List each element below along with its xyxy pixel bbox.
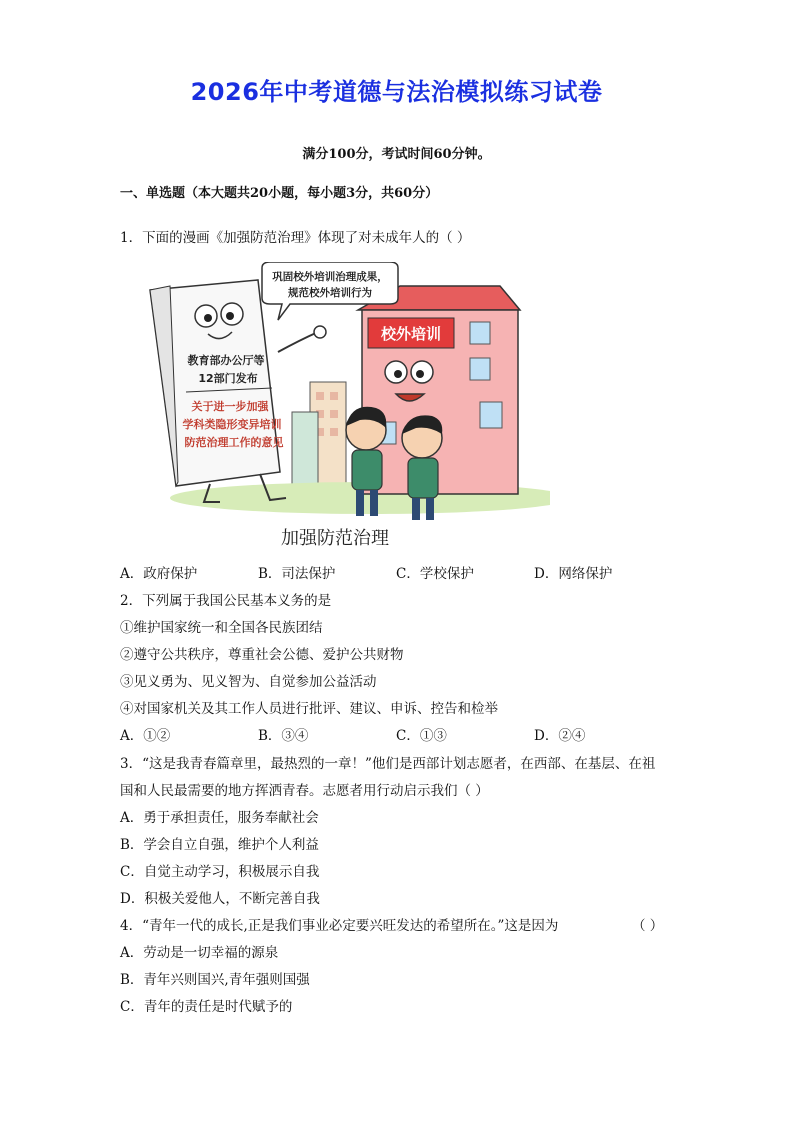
q4-option-c: C．青年的责任是时代赋予的 bbox=[120, 999, 293, 1015]
question-3-stem-line-1: 3．“这是我青春篇章里，最热烈的一章！”他们是西部计划志愿者，在西部、在基层、在祖 bbox=[120, 756, 656, 772]
q3-option-c: C．自觉主动学习，积极展示自我 bbox=[120, 864, 320, 880]
exam-subtitle: 满分100分，考试时间60分钟。 bbox=[302, 147, 491, 162]
q1-option-a: A．政府保护 bbox=[120, 566, 198, 582]
q2-item-4: ④对国家机关及其工作人员进行批评、建议、申诉、控告和检举 bbox=[120, 701, 498, 717]
q3-option-b: B．学会自立自强，维护个人利益 bbox=[120, 837, 319, 853]
doc-line-5: 防范治理工作的意见 bbox=[184, 436, 284, 449]
q2-option-b: B．③④ bbox=[258, 728, 309, 744]
speech-line-1: 巩固校外培训治理成果， bbox=[272, 271, 388, 283]
question-1-stem: 1．下面的漫画《加强防范治理》体现了对未成年人的（ ） bbox=[120, 230, 471, 246]
q1-option-b: B．司法保护 bbox=[258, 566, 336, 582]
speech-line-2: 规范校外培训行为 bbox=[288, 287, 372, 299]
q4-answer-paren: （ ） bbox=[632, 918, 664, 934]
q2-item-2: ②遵守公共秩序，尊重社会公德、爱护公共财物 bbox=[120, 647, 404, 663]
cartoon-caption: 加强防范治理 bbox=[281, 528, 389, 549]
q1-option-d: D．网络保护 bbox=[534, 566, 613, 582]
q2-item-1: ①维护国家统一和全国各民族团结 bbox=[120, 620, 323, 636]
q2-option-c: C．①③ bbox=[396, 728, 447, 744]
q1-option-c: C．学校保护 bbox=[396, 566, 474, 582]
question-2-stem: 2．下列属于我国公民基本义务的是 bbox=[120, 593, 332, 609]
q2-item-3: ③见义勇为、见义智为、自觉参加公益活动 bbox=[120, 674, 377, 690]
q4-option-a: A．劳动是一切幸福的源泉 bbox=[120, 945, 279, 961]
question-3-stem-line-2: 国和人民最需要的地方挥洒青春。志愿者用行动启示我们（ ） bbox=[120, 783, 489, 799]
doc-line-2: 12部门发布 bbox=[198, 372, 258, 385]
q4-option-b: B．青年兴则国兴,青年强则国强 bbox=[120, 972, 310, 988]
q3-option-a: A．勇于承担责任，服务奉献社会 bbox=[120, 810, 319, 826]
section-heading: 一、单选题（本大题共20小题，每小题3分，共60分） bbox=[120, 186, 439, 201]
q2-option-a: A．①② bbox=[120, 728, 171, 744]
exam-title: 2026年中考道德与法治模拟练习试卷 bbox=[190, 78, 603, 106]
doc-line-4: 学科类隐形变异培训 bbox=[182, 418, 282, 431]
question-4-stem: 4．“青年一代的成长,正是我们事业必定要兴旺发达的希望所在。”这是因为 bbox=[120, 918, 559, 934]
doc-line-3: 关于进一步加强 bbox=[191, 400, 269, 413]
q3-option-d: D．积极关爱他人，不断完善自我 bbox=[120, 891, 320, 907]
building-sign-text: 校外培训 bbox=[380, 325, 442, 343]
q2-option-d: D．②④ bbox=[534, 728, 586, 744]
doc-line-1: 教育部办公厅等 bbox=[187, 354, 265, 367]
cartoon-image bbox=[140, 262, 550, 554]
